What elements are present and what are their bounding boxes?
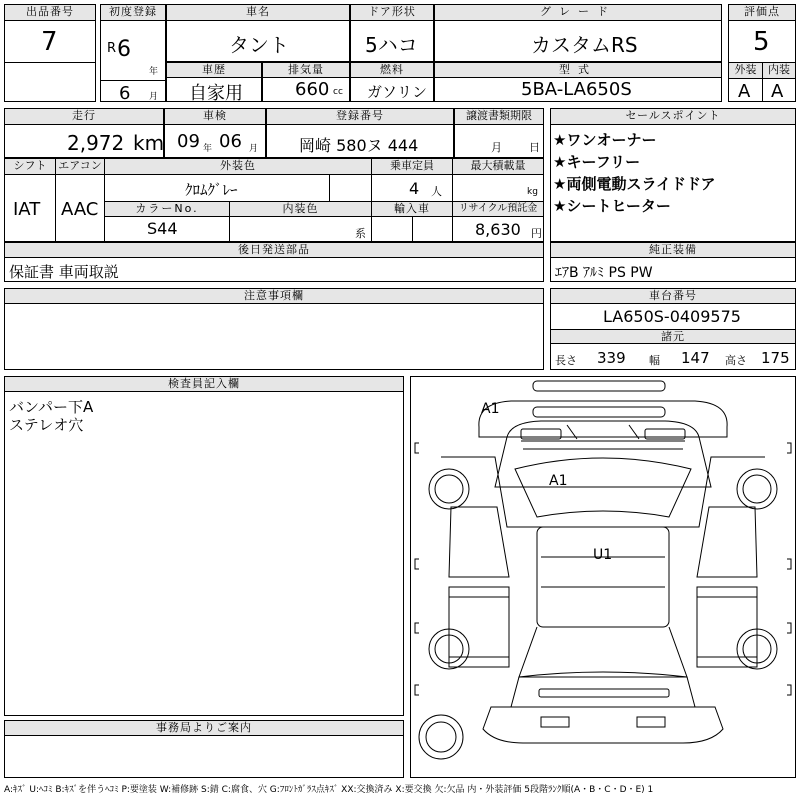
model-box (434, 62, 722, 102)
notes-label: 注意事項欄 (5, 289, 543, 304)
score-label: 評価点 (729, 5, 795, 21)
equipment: ｴｱB ｱﾙﾐ PS PW (555, 265, 653, 281)
car-name-label: 車名 (167, 5, 349, 21)
sales-item: ★キーフリー (553, 153, 641, 171)
later-parts: 保証書 車両取説 (9, 263, 119, 281)
displacement: 660 (295, 79, 330, 100)
ext-score-label: 外装 (729, 63, 762, 79)
lot-label: 出品番号 (5, 5, 95, 21)
era: R (107, 41, 117, 56)
fuel-box (350, 62, 434, 102)
transfer-day: 日 (529, 141, 540, 154)
score: 5 (753, 27, 770, 57)
door-box (350, 4, 434, 62)
plate-box (266, 108, 454, 158)
inspection-month: 06 (219, 131, 242, 152)
first-reg-year: 6 (117, 37, 131, 62)
int-score-label: 内装 (762, 63, 795, 79)
sales-label: セールスポイント (551, 109, 795, 125)
specs-label: 諸元 (551, 329, 795, 344)
first-reg-month: 6 (119, 83, 131, 104)
first-reg-box (100, 4, 166, 102)
inspection-year-unit: 年 (203, 144, 213, 154)
max-load-label: 最大積載量 (453, 159, 543, 175)
car-name: タント (229, 33, 289, 57)
history: 自家用 (189, 83, 243, 104)
first-reg-label: 初度登録 (101, 5, 165, 21)
grade-label: グレード (435, 5, 721, 21)
int-color-label: 内装色 (230, 202, 371, 217)
inspection-year: 09 (177, 131, 200, 152)
chassis-box (550, 288, 796, 370)
sales-box (550, 108, 796, 242)
recycle-label: リサイクル預託金 (453, 202, 543, 217)
chassis-label: 車台番号 (551, 289, 795, 304)
history-label: 車歴 (167, 63, 261, 78)
lot-number: 7 (41, 27, 58, 57)
legend: A:ｷｽﾞ U:ﾍｺﾐ B:ｷｽﾞを伴うﾍｺﾐ P:要塗装 W:補修跡 S:錆 C:腐食、穴 G:ﾌﾛﾝﾄｶﾞﾗｽ点ｷｽﾞ XX:交換済み X:要交換 欠:欠品 内・外装評価 5段階ﾗﾝｸ順(A・B・C・D・E) 1 (4, 785, 654, 795)
office-box (4, 720, 404, 778)
mileage: 2,972 (67, 131, 125, 155)
ext-score: A (738, 81, 751, 102)
inspection-box (164, 108, 266, 158)
fuel-label: 燃料 (351, 63, 433, 78)
shift: IAT (13, 199, 41, 220)
lot-box (4, 4, 96, 102)
equipment-label: 純正装備 (551, 243, 795, 258)
door-label: ドア形状 (351, 5, 433, 21)
chassis: LA650S-0409575 (603, 307, 741, 326)
history-box (166, 62, 262, 102)
model-label: 型式 (435, 63, 721, 78)
color-no-label: カラーNo. (105, 202, 229, 217)
transfer-month: 月 (491, 141, 502, 154)
transfer-label: 譲渡書類期限 (455, 109, 543, 125)
ac: AAC (61, 199, 99, 220)
length: 339 (597, 349, 626, 367)
damage-mark: A1 (549, 473, 568, 489)
mileage-box (4, 108, 164, 158)
ext-color-label: 外装色 (105, 159, 371, 175)
capacity-unit: 人 (431, 185, 442, 198)
car-name-box (166, 4, 350, 62)
inspection-month-unit: 月 (249, 144, 259, 154)
year-unit: 年 (149, 67, 159, 77)
inspector-line: ステレオ穴 (9, 416, 84, 434)
spec-grid (4, 158, 544, 242)
mileage-unit: km (133, 131, 165, 155)
car-diagram (410, 376, 796, 778)
length-label: 長さ (555, 354, 577, 367)
shift-label: シフト (5, 159, 55, 175)
transfer-box (454, 108, 544, 158)
later-parts-label: 後日発送部品 (5, 243, 543, 258)
door-type: 5ハコ (365, 33, 418, 57)
model: 5BA-LA650S (521, 79, 632, 100)
damage-mark: A1 (481, 401, 500, 417)
notes-box (4, 288, 544, 370)
inspection-label: 車検 (165, 109, 265, 125)
equipment-box (550, 242, 796, 282)
width-label: 幅 (649, 354, 660, 367)
ext-color: ｸﾛﾑｸﾞﾚｰ (185, 181, 238, 199)
color-no: S44 (147, 219, 178, 238)
capacity: 4 (409, 179, 420, 198)
plate: 岡崎 580ヌ 444 (299, 136, 419, 155)
month-unit: 月 (149, 92, 159, 102)
displacement-box (262, 62, 350, 102)
damage-mark: U1 (593, 547, 613, 563)
inspector-line: バンパー下A (9, 398, 94, 416)
recycle: 8,630 (475, 220, 521, 239)
office-label: 事務局よりご案内 (5, 721, 403, 736)
score-box (728, 4, 796, 102)
max-load-unit: kg (527, 187, 538, 197)
height: 175 (761, 349, 790, 367)
fuel: ガソリン (367, 83, 428, 101)
import-label: 輸入車 (372, 202, 452, 217)
plate-label: 登録番号 (267, 109, 453, 125)
sales-item: ★両側電動スライドドア (553, 175, 716, 193)
displacement-unit: cc (333, 87, 343, 97)
sales-item: ★シートヒーター (553, 197, 671, 215)
recycle-unit: 円 (531, 227, 542, 240)
mileage-label: 走行 (5, 109, 163, 125)
width: 147 (681, 349, 710, 367)
grade-box (434, 4, 722, 62)
int-color-unit: 系 (355, 227, 366, 240)
displacement-label: 排気量 (263, 63, 349, 78)
ac-label: エアコン (56, 159, 104, 175)
sales-item: ★ワンオーナー (553, 131, 657, 149)
capacity-label: 乗車定員 (372, 159, 452, 175)
int-score: A (771, 81, 784, 102)
height-label: 高さ (725, 354, 747, 367)
inspector-label: 検査員記入欄 (5, 377, 403, 392)
inspector-box (4, 376, 404, 716)
later-parts-box (4, 242, 544, 282)
grade: カスタムRS (531, 33, 638, 57)
